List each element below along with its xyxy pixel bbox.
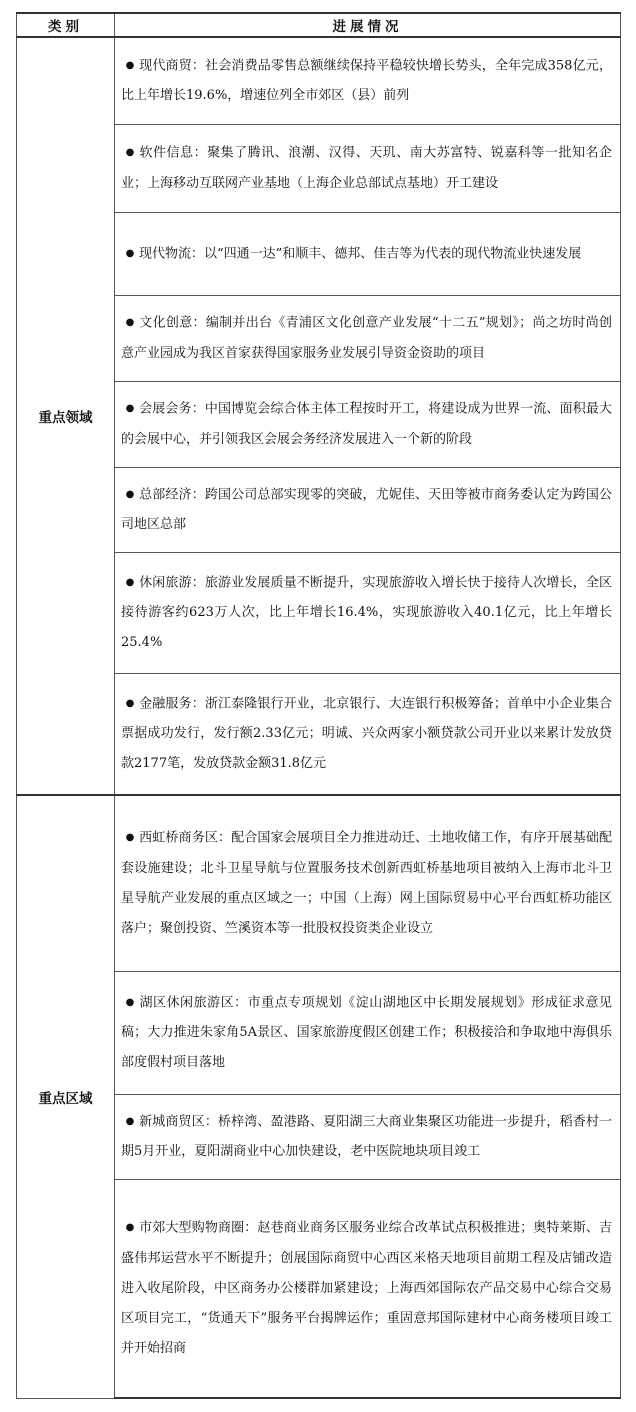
bullet-icon: ● — [125, 996, 135, 1008]
progress-item: ● 新城商贸区：桥梓湾、盈港路、夏阳湖三大商业集聚区功能进一步提升，稻香村一期5月开业，夏阳湖商业中心加快建设，老中医院地块项目竣工 — [115, 1095, 621, 1180]
progress-table — [16, 12, 621, 1399]
bullet-icon: ● — [125, 403, 135, 415]
progress-item: ● 现代商贸：社会消费品零售总额继续保持平稳较快增长势头，全年完成358亿元，比上年增长19.6%，增速位列全市郊区（县）前列 — [115, 37, 621, 125]
progress-item: ● 休闲旅游：旅游业发展质量不断提升，实现旅游收入增长快于接待人次增长，全区接待游客约623万人次，比上年增长16.4%，实现旅游收入40.1亿元，比上年增长25.4% — [115, 553, 621, 674]
bullet-icon: ● — [125, 317, 135, 329]
bullet-icon: ● — [125, 1115, 135, 1127]
table-row — [17, 795, 621, 972]
bullet-icon: ● — [125, 832, 135, 844]
bullet-icon: ● — [125, 247, 135, 259]
bullet-icon: ● — [125, 576, 135, 588]
bullet-icon: ● — [125, 697, 135, 709]
progress-item: ● 文化创意：编制并出台《青浦区文化创意产业发展“十二五”规划》；尚之坊时尚创意产业园成为我区首家获得国家服务业发展引导资金资助的项目 — [115, 296, 621, 382]
progress-item: ● 软件信息：聚集了腾讯、浪潮、汉得、天玑、南大苏富特、锐嘉科等一批知名企业；上海移动互联网产业基地（上海企业总部试点基地）开工建设 — [115, 125, 621, 213]
bullet-icon: ● — [125, 147, 135, 159]
header-progress: 进展情况 — [115, 13, 621, 37]
header-row — [17, 13, 621, 37]
bullet-icon: ● — [125, 59, 135, 71]
progress-item: ● 市郊大型购物商圈：赵巷商业商务区服务业综合改革试点积极推进；奥特莱斯、吉盛伟邦运营水平不断提升；创展国际商贸中心西区米格天地项目前期工程及店铺改造进入收尾阶段，中区商务办公楼群加紧建设；上海西郊国际农产品交易中心综合交易区项目完工，“货通天下”服务平台揭牌运作；重固意邦国际建材中心商务楼项目竣工并开始招商 — [115, 1180, 621, 1399]
category-cell-key-areas: 重点区域 — [17, 795, 115, 1398]
progress-item: ● 湖区休闲旅游区：市重点专项规划《淀山湖地区中长期发展规划》形成征求意见稿；大力推进朱家角5A景区、国家旅游度假区创建工作；积极接洽和争取地中海俱乐部度假村项目落地 — [115, 972, 621, 1095]
header-category: 类别 — [17, 13, 115, 37]
progress-item: ● 会展会务：中国博览会综合体主体工程按时开工，将建设成为世界一流、面积最大的会展中心，并引领我区会展会务经济发展进入一个新的阶段 — [115, 382, 621, 468]
bullet-icon: ● — [125, 488, 135, 500]
table-row — [17, 37, 621, 125]
progress-item: ● 总部经济：跨国公司总部实现零的突破，尤妮佳、天田等被市商务委认定为跨国公司地区总部 — [115, 468, 621, 553]
progress-item: ● 现代物流：以“四通一达”和顺丰、德邦、佳吉等为代表的现代物流业快速发展 — [115, 213, 621, 296]
progress-item: ● 西虹桥商务区：配合国家会展项目全力推进动迁、土地收储工作，有序开展基础配套设施建设；北斗卫星导航与位置服务技术创新西虹桥基地项目被纳入上海市北斗卫星导航产业发展的重点区域之一；中国（上海）网上国际贸易中心平台西虹桥功能区落户；聚创投资、竺溪资本等一批股权投资类企业设立 — [115, 795, 621, 972]
category-cell-key-fields: 重点领域 — [17, 37, 115, 795]
bullet-icon: ● — [125, 1222, 135, 1234]
progress-item: ● 金融服务：浙江泰隆银行开业，北京银行、大连银行积极筹备；首单中小企业集合票据成功发行，发行额2.33亿元；明诚、兴众两家小额贷款公司开业以来累计发放贷款2177笔，发放贷款金额31.8亿元 — [115, 674, 621, 796]
